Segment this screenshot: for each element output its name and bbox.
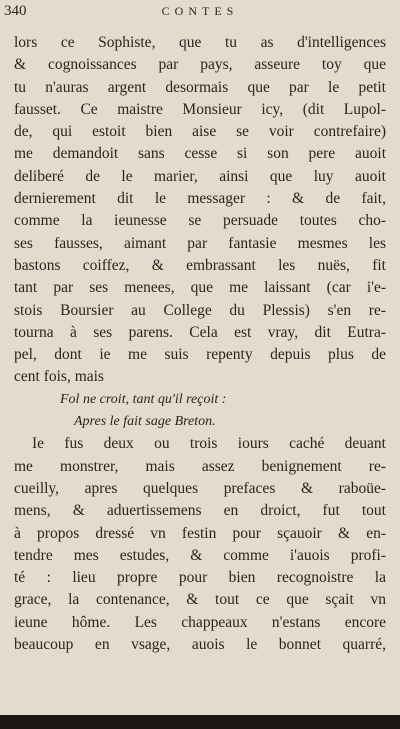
text-line: mens, & aduertissemens en droict, fut tout — [14, 502, 386, 520]
text-line: dernierement dit le messager : & de fait, — [14, 190, 386, 208]
text-line: Ie fus deux ou trois iours caché deuant — [32, 435, 386, 453]
text-line: stois Boursier au College du Plessis) s'en re- — [14, 301, 386, 319]
text-line: tu n'auras argent desormais que par le petit — [14, 78, 386, 96]
verse-line: Fol ne croit, tant qu'il reçoit : — [60, 391, 227, 407]
text-line: cueilly, apres quelques prefaces & raboüe- — [14, 479, 386, 497]
page-number: 340 — [4, 3, 27, 19]
text-line: deliberé de le marier, ainsi que luy auoit — [14, 167, 386, 185]
text-line: de, qui estoit bien aise se voir contrefaire) — [14, 123, 386, 141]
text-line: grace, la contenance, & tout ce que sçait vn — [14, 591, 386, 609]
text-line: pel, dont ie me suis repenty depuis plus de — [14, 346, 386, 364]
text-line: me monstrer, mais assez benignement re- — [14, 457, 386, 475]
text-line: té : lieu propre pour bien recognoistre la — [14, 569, 386, 587]
text-line: tendre mes estudes, & comme i'auois profi- — [14, 546, 386, 564]
page-header — [0, 2, 400, 20]
text-line: & cognoissances par pays, asseure toy que — [14, 56, 386, 74]
text-line: me demandoit sans cesse si son pere auoit — [14, 145, 386, 163]
text-line: fausset. Ce maistre Monsieur icy, (dit Lupol- — [14, 100, 386, 118]
text-line: à propos dressé vn festin pour sçauoir & en- — [14, 524, 386, 542]
text-line: lors ce Sophiste, que tu as d'intelligences — [14, 34, 386, 51]
body-text — [14, 32, 386, 656]
text-line: beaucoup en vsage, auois le bonnet quarré, — [14, 636, 386, 654]
running-title: CONTES — [161, 4, 239, 18]
page-edge-shadow — [0, 715, 400, 729]
text-line: comme la ieunesse se persuade toutes cho- — [14, 212, 386, 230]
text-line: ieune hôme. Les chappeaux n'estans encore — [14, 613, 386, 631]
text-line: tant par ses menees, que me laissant (car i'e- — [14, 279, 386, 297]
text-line: tourna à ses parens. Cela est vray, dit Eutra- — [14, 323, 386, 341]
text-line: cent fois, mais — [14, 368, 104, 386]
verse-line: Apres le fait sage Breton. — [74, 414, 216, 430]
text-line: bastons coiffez, & embrassant les nuës, fit — [14, 256, 386, 274]
text-line: ses fausses, aimant par fantasie mesmes les — [14, 234, 386, 252]
